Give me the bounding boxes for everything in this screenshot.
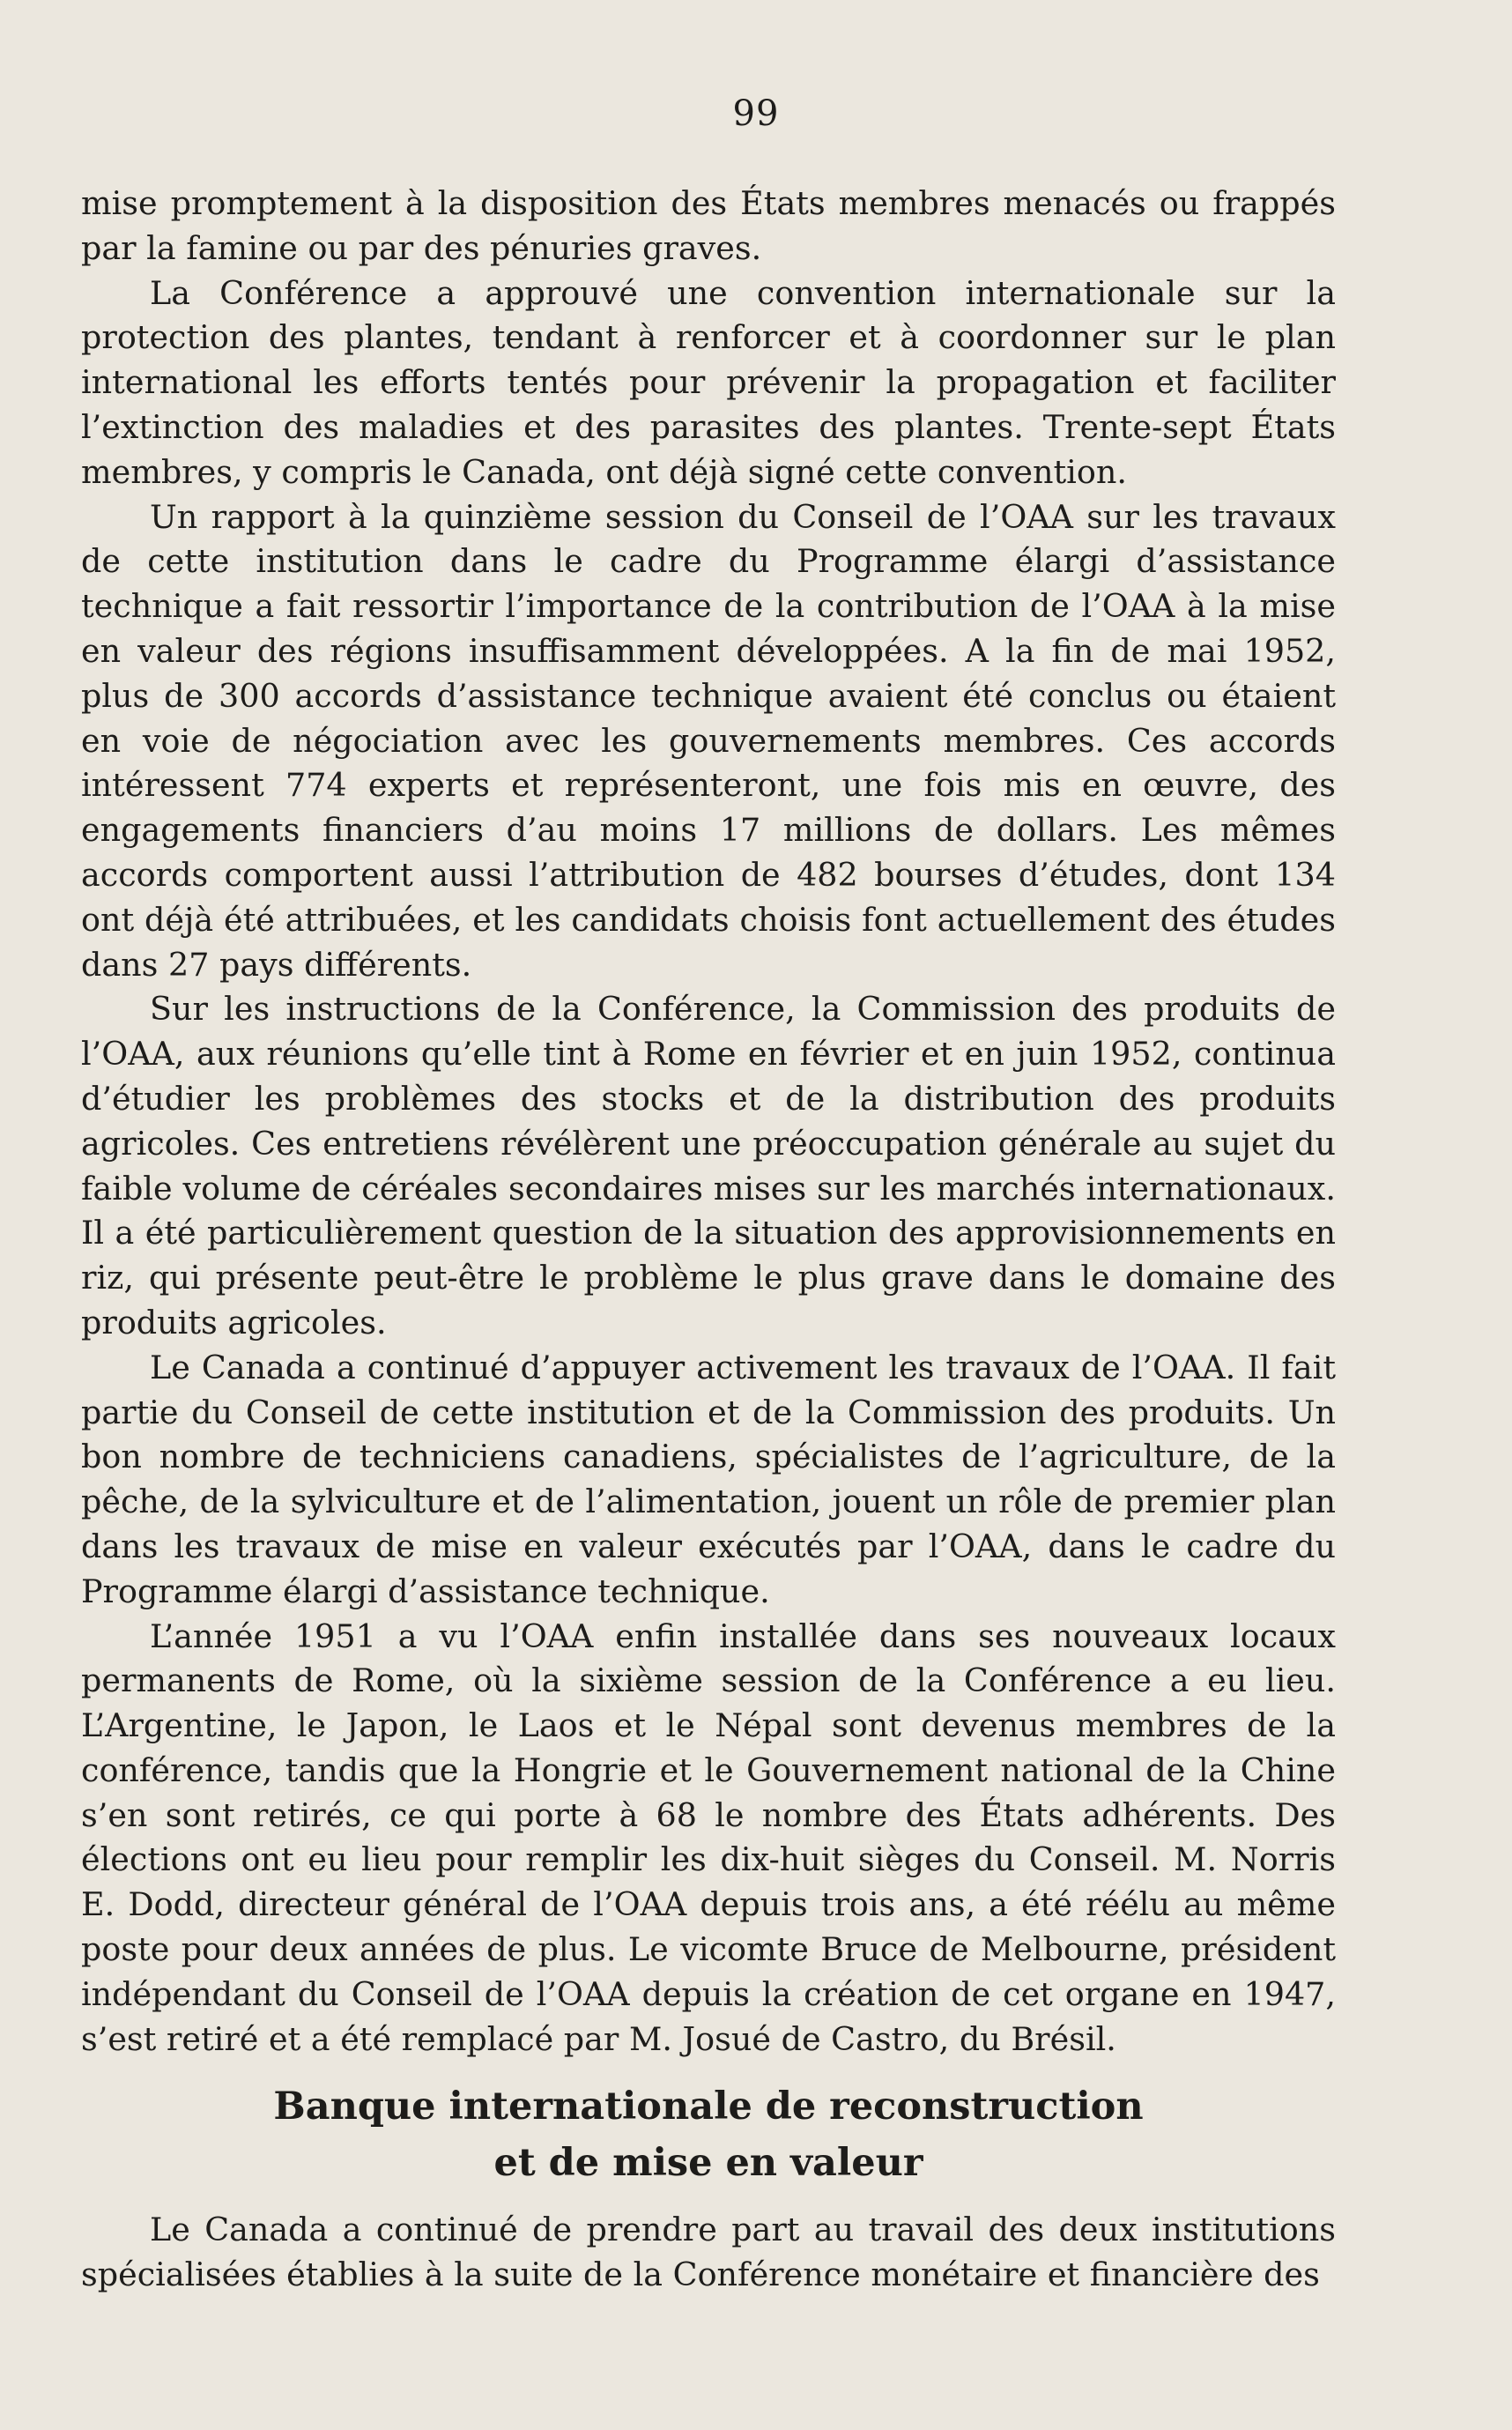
body-text bbox=[81, 182, 1336, 2062]
paragraph-1: mise promptement à la disposition des États membres menacés ou frappés par la famine ou par des pénuries graves. bbox=[81, 184, 1336, 267]
closing-paragraph: Le Canada a continué de prendre part au travail des deux institutions spécialisées établies à la suite de la Conférence monétaire et financière des bbox=[81, 2211, 1336, 2293]
paragraph-5: Le Canada a continué d’appuyer activement les travaux de l’OAA. Il fait partie du Conseil de cette institution et de la Commission des produits. Un bon nombre de techniciens canadiens, spécialistes de l’agriculture, de la pêche, de la sylviculture et de l’alimentation, jouent un rôle de premier plan dans les travaux de mise en valeur exécutés par l’OAA, dans le cadre du Programme élargi d’assistance technique. bbox=[81, 1348, 1336, 1610]
paragraph-4: Sur les instructions de la Conférence, la Commission des produits de l’OAA, aux réunions qu’elle tint à Rome en février et en juin 1952, continua d’étudier les problèmes des stocks et de la distribution des produits agricoles. Ces entretiens révélèrent une préoccupation générale au sujet du faible volume de céréales secondaires mises sur les marchés internationaux. Il a été particulièrement question de la situation des approvisionnements en riz, qui présente peut-être le problème le plus grave dans le domaine des produits agricoles. bbox=[81, 990, 1336, 1341]
section-heading-line-1: Banque internationale de reconstruction bbox=[273, 2084, 1144, 2129]
section-heading-line-2: et de mise en valeur bbox=[493, 2141, 923, 2185]
paragraph-2: La Conférence a approuvé une convention internationale sur la protection des plantes, tendant à renforcer et à coordonner sur le plan international les efforts tentés pour prévenir la propagation et faciliter l’extinction des maladies et des parasites des plantes. Trente-sept États membres, y compris le Canada, ont déjà signé cette convention. bbox=[81, 273, 1336, 491]
closing-text bbox=[81, 2208, 1336, 2298]
paragraph-6: L’année 1951 a vu l’OAA enfin installée dans ses nouveaux locaux permanents de Rome, où la sixième session de la Conférence a eu lieu. L’Argentine, le Japon, le Laos et le Népal sont devenus membres de la conférence, tandis que la Hongrie et le Gouvernement national de la Chine s’en sont retirés, ce qui porte à 68 le nombre des États adhérents. Des élections ont eu lieu pour remplir les dix-huit sièges du Conseil. M. Norris E. Dodd, directeur général de l’OAA depuis trois ans, a été réélu au même poste pour deux années de plus. Le vicomte Bruce de Melbourne, président indépendant du Conseil de l’OAA depuis la création de cet organe en 1947, s’est retiré et a été remplacé par M. Josué de Castro, du Brésil. bbox=[81, 1616, 1336, 2058]
page-number: 99 bbox=[732, 93, 780, 134]
section-heading bbox=[81, 2078, 1336, 2191]
paragraph-3: Un rapport à la quinzième session du Conseil de l’OAA sur les travaux de cette institution dans le cadre du Programme élargi d’assistance technique a fait ressortir l’importance de la contribution de l’OAA à la mise en valeur des régions insuffisamment développées. A la fin de mai 1952, plus de 300 accords d’assistance technique avaient été conclus ou étaient en voie de négociation avec les gouvernements membres. Ces accords intéressent 774 experts et représenteront, une fois mis en œuvre, des engagements financiers d’au moins 17 millions de dollars. Les mêmes accords comportent aussi l’attribution de 482 bourses d’études, dont 134 ont déjà été attribuées, et les candidats choisis font actuellement des études dans 27 pays différents. bbox=[81, 497, 1336, 984]
